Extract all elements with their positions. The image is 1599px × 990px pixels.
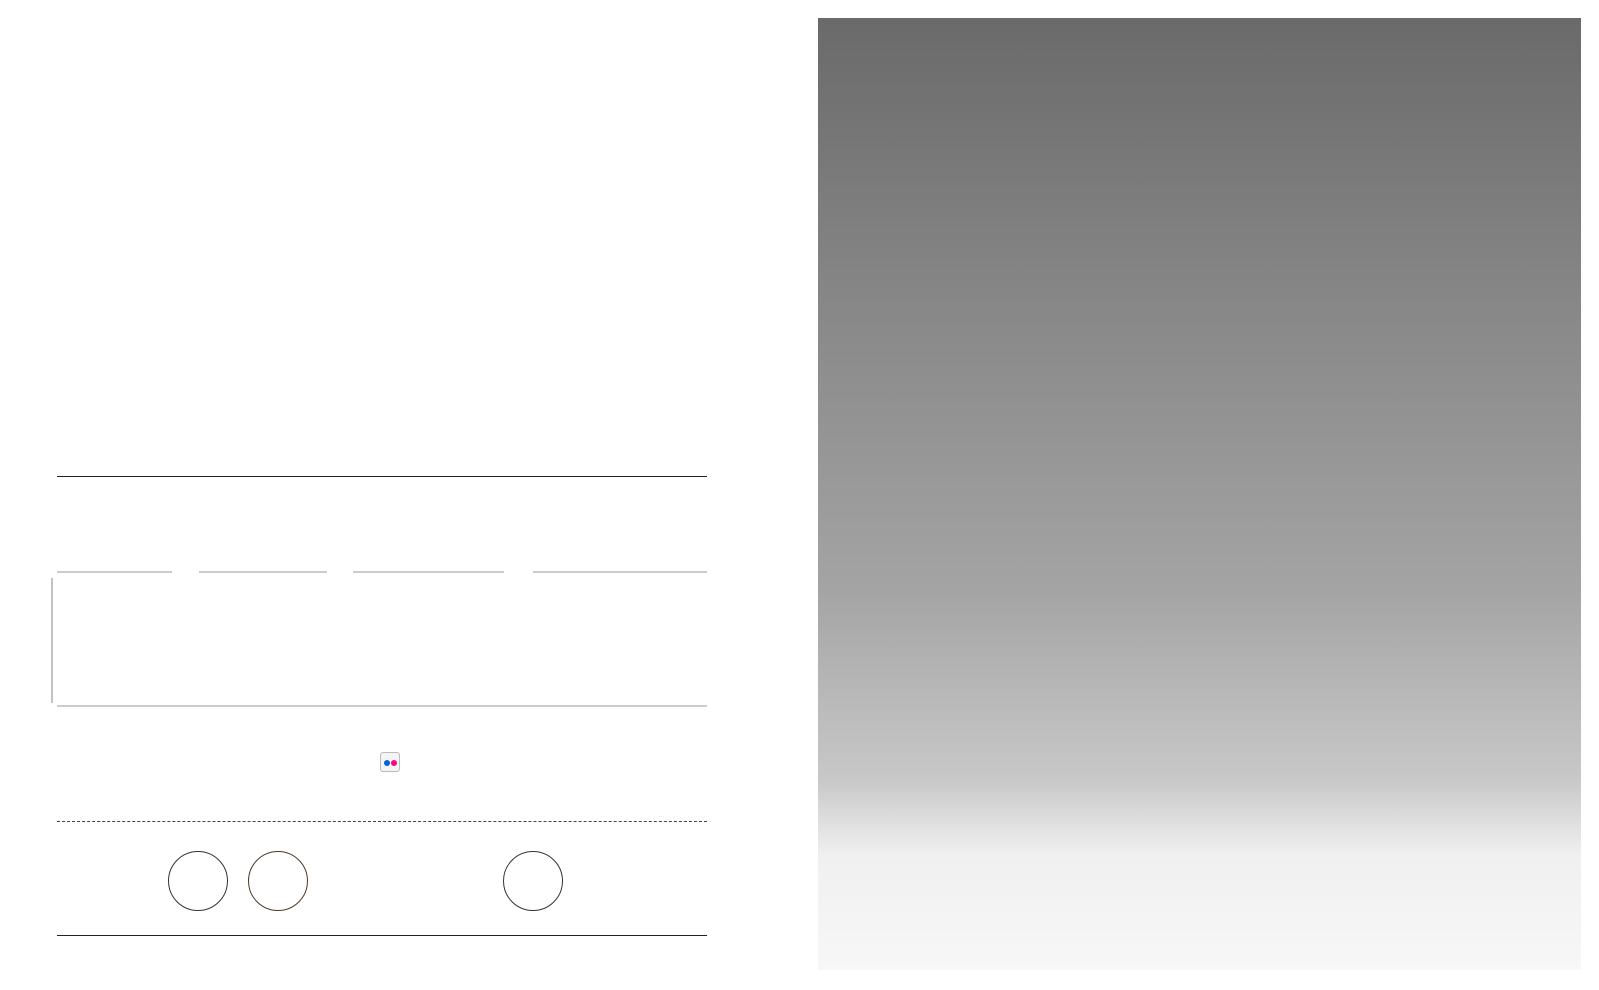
product-photo bbox=[818, 18, 1581, 970]
text-column-german bbox=[501, 112, 691, 125]
text-column-french bbox=[279, 112, 469, 125]
flickr-icon[interactable] bbox=[380, 752, 400, 772]
combinations-drawing bbox=[0, 560, 720, 710]
section-divider bbox=[57, 476, 707, 477]
section-divider bbox=[57, 821, 707, 822]
finish-swatch-white bbox=[168, 851, 228, 911]
section-divider bbox=[57, 935, 707, 936]
text-column-english bbox=[57, 112, 247, 125]
finish-swatch-white-shelves bbox=[503, 851, 563, 911]
finish-swatch-walnut bbox=[248, 851, 308, 911]
bookcase-render bbox=[818, 18, 1581, 970]
